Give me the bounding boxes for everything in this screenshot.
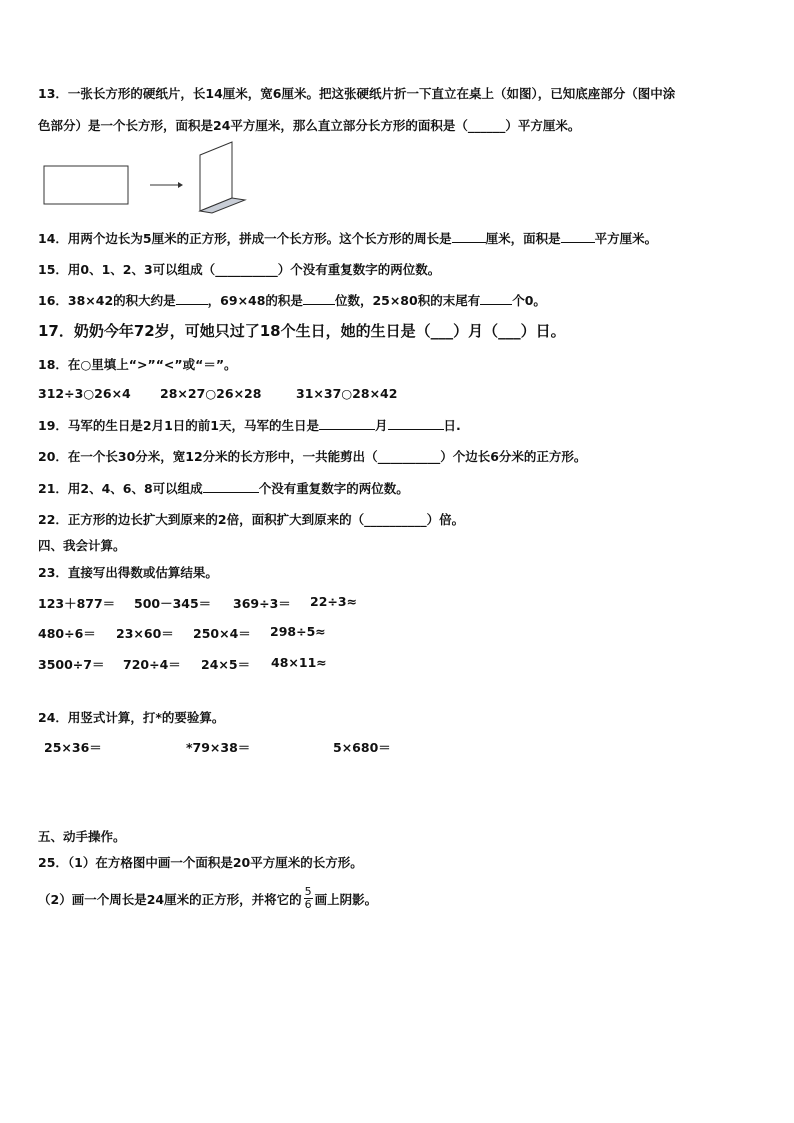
arrow-head	[178, 182, 183, 188]
flat-card-rect	[44, 166, 128, 204]
q20-blank[interactable]: __________	[377, 449, 441, 464]
q24-item-3: 5×680＝	[333, 740, 391, 755]
q23-r2-c1: 480÷6＝	[38, 626, 96, 641]
q14-blank-area[interactable]	[561, 230, 595, 243]
q21-text-b: 个没有重复数字的两位数。	[258, 481, 409, 496]
q13-blank[interactable]: ______	[467, 118, 506, 133]
q17-blank-month[interactable]: ___	[430, 322, 454, 340]
q17-text-c: ）日。	[520, 322, 566, 340]
q18-item-3: 31×37○28×42	[296, 386, 398, 401]
q24-item-1: 25×36＝	[44, 740, 102, 755]
q18-item-2: 28×27○26×28	[160, 386, 262, 401]
q14	[38, 229, 657, 247]
q16-text-a: 16．38×42的积大约是	[38, 293, 176, 308]
q15	[38, 260, 440, 278]
q13-text-b: ）平方厘米。	[505, 118, 581, 133]
q18-title: 18．在○里填上“>”“<”或“＝”。	[38, 357, 237, 372]
q16-text-d: 个0。	[512, 293, 546, 308]
section-5-heading: 五、动手操作。	[38, 829, 126, 844]
q16-blank-3[interactable]	[480, 292, 512, 305]
q23-r3-c4: 48×11≈	[271, 655, 327, 670]
q19-blank-month[interactable]	[319, 417, 375, 430]
fraction-denominator: 6	[304, 898, 312, 911]
q22-text-a: 22．正方形的边长扩大到原来的2倍，面积扩大到原来的（	[38, 512, 365, 527]
q23-r2-c4: 298÷5≈	[270, 624, 326, 639]
q25-part2-text-b: 画上阴影。	[314, 891, 378, 907]
q22-text-b: ）倍。	[426, 512, 465, 527]
q24-item-2: *79×38＝	[186, 740, 251, 755]
q21-text-a: 21．用2、4、6、8可以组成	[38, 481, 203, 496]
q14-text-b: 厘米，面积是	[485, 231, 561, 246]
q25-part2	[38, 886, 377, 911]
q23-r2-c2: 23×60＝	[116, 626, 174, 641]
q15-text-b: ）个没有重复数字的两位数。	[277, 262, 441, 277]
q22	[38, 510, 464, 528]
fraction-numerator: 5	[304, 885, 312, 898]
q25-part1: 25．（1）在方格图中画一个面积是20平方厘米的长方形。	[38, 855, 363, 870]
q21-blank[interactable]	[203, 480, 259, 493]
q17-blank-day[interactable]: ___	[498, 322, 521, 340]
q17-text-b: ）月（	[453, 322, 499, 340]
q14-text-a: 14．用两个边长为5厘米的正方形，拼成一个长方形。这个长方形的周长是	[38, 231, 452, 246]
q23-r3-c3: 24×5＝	[201, 657, 251, 672]
q24-title: 24．用竖式计算，打*的要验算。	[38, 710, 225, 725]
q13-line1: 13．一张长方形的硬纸片，长14厘米，宽6厘米。把这张硬纸片折一下直立在桌上（如图），已知底座部分（图中涂	[38, 86, 676, 101]
q16	[38, 291, 546, 309]
section-4-heading: 四、我会计算。	[38, 538, 126, 553]
q23-title: 23．直接写出得数或估算结果。	[38, 565, 218, 580]
q23-r3-c1: 3500÷7＝	[38, 657, 105, 672]
q14-text-c: 平方厘米。	[594, 231, 658, 246]
q25-part2-text-a: （2）画一个周长是24厘米的正方形，并将它的	[38, 891, 302, 907]
q15-blank[interactable]: __________	[215, 262, 278, 277]
q13-line2	[38, 116, 580, 134]
q17-text-a: 17．奶奶今年72岁，可她只过了18个生日，她的生日是（	[38, 322, 431, 340]
q20	[38, 447, 586, 465]
q21	[38, 479, 409, 497]
q19	[38, 416, 461, 434]
q19-text-a: 19．马军的生日是2月1日的前1天，马军的生日是	[38, 418, 319, 433]
q16-blank-1[interactable]	[176, 292, 208, 305]
q23-r1-c1: 123＋877＝	[38, 596, 116, 611]
q23-r1-c3: 369÷3＝	[233, 596, 291, 611]
q20-text-b: ）个边长6分米的正方形。	[440, 449, 587, 464]
q19-blank-day[interactable]	[388, 417, 444, 430]
q13-text-a: 色部分）是一个长方形，面积是24平方厘米，那么直立部分长方形的面积是（	[38, 118, 468, 133]
q20-text-a: 20．在一个长30分米，宽12分米的长方形中，一共能剪出（	[38, 449, 378, 464]
q22-blank[interactable]: __________	[364, 512, 427, 527]
q15-text-a: 15．用0、1、2、3可以组成（	[38, 262, 216, 277]
q19-text-b: 月	[375, 418, 388, 433]
q16-blank-2[interactable]	[303, 292, 335, 305]
q13-figure	[40, 140, 260, 220]
q23-r1-c4: 22÷3≈	[310, 594, 358, 609]
q14-blank-perimeter[interactable]	[452, 230, 486, 243]
q16-text-b: ，69×48的积是	[207, 293, 303, 308]
q19-text-c: 日.	[443, 418, 461, 433]
q16-text-c: 位数，25×80积的末尾有	[334, 293, 481, 308]
q23-r1-c2: 500－345＝	[134, 596, 212, 611]
q23-r3-c2: 720÷4＝	[123, 657, 181, 672]
q23-r2-c3: 250×4＝	[193, 626, 251, 641]
q25-fraction	[304, 886, 313, 911]
q18-item-1: 312÷3○26×4	[38, 386, 131, 401]
q17	[38, 320, 566, 341]
